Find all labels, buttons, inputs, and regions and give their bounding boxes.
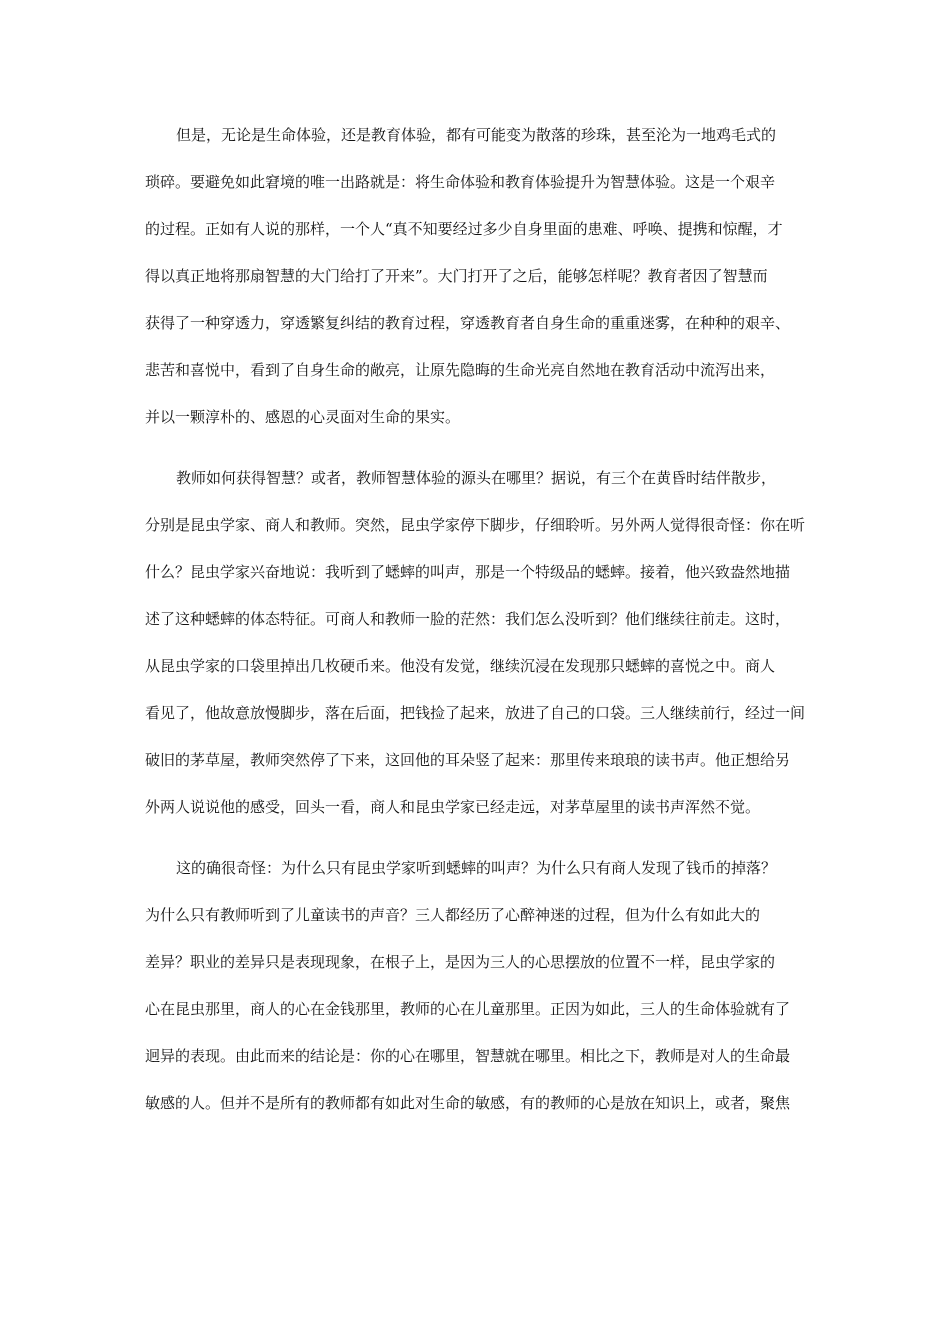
text-line: 这的确很奇怪：为什么只有昆虫学家听到蟋蟀的叫声？为什么只有商人发现了钱币的掉落？ (176, 859, 777, 877)
text-line: 从昆虫学家的口袋里掉出几枚硬币来。他没有发觉，继续沉浸在发现那只蟋蟀的喜悦之中。商人 (145, 657, 776, 675)
text-line: 的过程。正如有人说的那样，一个人“真不知要经过多少自身里面的患难、呼唤、提携和惊醒，才 (145, 220, 783, 238)
text-line: 述了这种蟋蟀的体态特征。可商人和教师一脸的茫然：我们怎么没听到？他们继续往前走。这时， (145, 610, 791, 628)
text-line: 差异？职业的差异只是表现现象，在根子上，是因为三人的心思摆放的位置不一样，昆虫学家的 (145, 953, 776, 971)
text-line: 获得了一种穿透力，穿透繁复纠结的教育过程，穿透教育者自身生命的重重迷雾，在种种的艰辛、 (145, 314, 791, 332)
paragraph-spacer (145, 831, 815, 845)
paragraph-1 (145, 112, 815, 441)
text-line: 得以真正地将那扇智慧的大门给打了开来”。大门打开了之后，能够怎样呢？教育者因了智慧而 (145, 267, 768, 285)
document-body (145, 112, 815, 1127)
text-line: 悲苦和喜悦中，看到了自身生命的敞亮，让原先隐晦的生命光亮自然地在教育活动中流泻出来， (145, 361, 776, 379)
paragraph-spacer (145, 441, 815, 455)
text-line: 破旧的茅草屋，教师突然停了下来，这回他的耳朵竖了起来：那里传来琅琅的读书声。他正想给另 (145, 751, 791, 769)
text-line: 但是，无论是生命体验，还是教育体验，都有可能变为散落的珍珠，甚至沦为一地鸡毛式的 (176, 126, 777, 144)
text-line: 心在昆虫那里，商人的心在金钱那里，教师的心在儿童那里。正因为如此，三人的生命体验就有了 (145, 1000, 791, 1018)
text-line: 迥异的表现。由此而来的结论是：你的心在哪里，智慧就在哪里。相比之下，教师是对人的生命最 (145, 1047, 791, 1065)
text-line: 分别是昆虫学家、商人和教师。突然，昆虫学家停下脚步，仔细聆听。另外两人觉得很奇怪：你在听 (145, 516, 806, 534)
text-line: 并以一颗淳朴的、感恩的心灵面对生命的果实。 (145, 408, 461, 426)
text-line: 什么？昆虫学家兴奋地说：我听到了蟋蟀的叫声，那是一个特级品的蟋蟀。接着，他兴致盎然地描 (145, 563, 791, 581)
text-line: 琐碎。要避免如此窘境的唯一出路就是：将生命体验和教育体验提升为智慧体验。这是一个艰辛 (145, 173, 776, 191)
paragraph-2 (145, 455, 815, 831)
text-line: 看见了，他故意放慢脚步，落在后面，把钱捡了起来，放进了自己的口袋。三人继续前行，经过一间 (145, 704, 806, 722)
text-line: 教师如何获得智慧？或者，教师智慧体验的源头在哪里？据说，有三个在黄昏时结伴散步， (176, 469, 777, 487)
text-line: 敏感的人。但并不是所有的教师都有如此对生命的敏感，有的教师的心是放在知识上，或者，聚焦 (145, 1094, 791, 1112)
text-line: 为什么只有教师听到了儿童读书的声音？三人都经历了心醉神迷的过程，但为什么有如此大的 (145, 906, 761, 924)
text-line: 外两人说说他的感受，回头一看，商人和昆虫学家已经走远，对茅草屋里的读书声浑然不觉。 (145, 798, 761, 816)
paragraph-3 (145, 845, 815, 1127)
